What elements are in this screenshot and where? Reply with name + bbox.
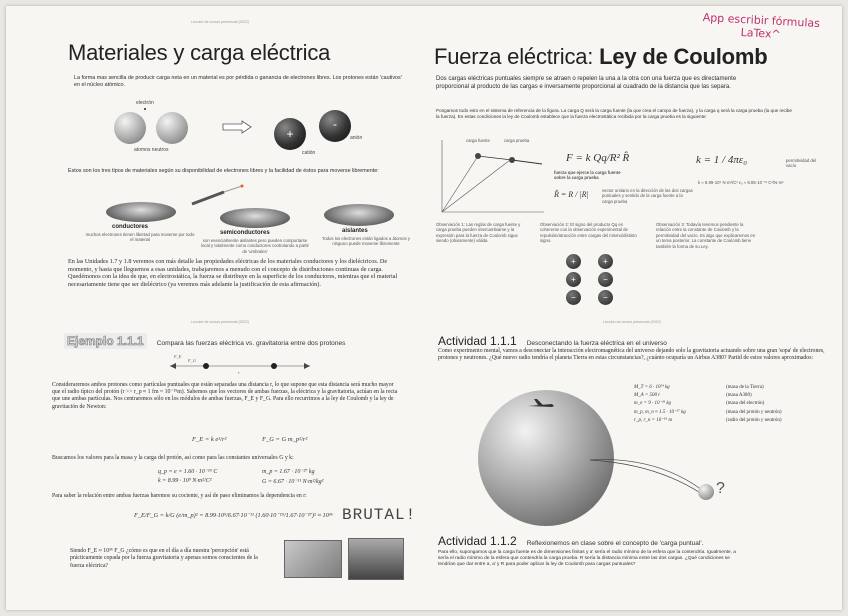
airplane-icon (526, 398, 556, 412)
slide-title (434, 44, 767, 70)
charge-pair-3a: − (566, 290, 581, 305)
test-charge-label: carga prueba (504, 138, 530, 143)
example-heading (64, 332, 345, 350)
slide-materials (24, 20, 416, 310)
unit-vector-note: vector unitario en la dirección de las dos cargas puntuales y sentido de la carga fuente a la carga prueba (602, 188, 693, 204)
neutral-atom-1 (114, 112, 146, 144)
title-light: Fuerza eléctrica: (434, 44, 594, 69)
semiconductor-disc (220, 208, 290, 228)
value-description: (masa de la Tierra) (726, 385, 764, 390)
collapse-arrow (586, 420, 716, 500)
value-symbol: M_A = 500 t (634, 393, 660, 399)
charge-pair-2b: − (598, 272, 613, 287)
slide-example-1-1-1 (24, 320, 416, 610)
title-bold: Ley de Coulomb (599, 44, 768, 69)
eq-fg: F_G = G m_p²/r² (262, 436, 308, 443)
eq-ratio: F_E/F_G = k/G (e/m_p)² = 8.99·10⁹/6.67·10⁻¹¹ (1.60·10⁻¹⁹/1.67·10⁻²⁷)² ≈ 10³⁶ (134, 512, 333, 519)
closing-text: En las Unidades 1.7 y 1.8 veremos con más detalle las propiedades eléctricas de los materiales conductores y los dieléctricos. De momento, y hasta que lleguemos a esas unidades, trabajaremos a menudo con el concepto de distribuciones continuas de carga. Quedémonos con la idea de que, en electrostática, la fuerza se distribuye en la superficie de los conductores, mientras que el material necesariamente tiene que ser dieléctrico (ya veremos más adelante la justificación de esta afirmación). (68, 258, 398, 288)
value-symbol: m_p, m_n ≈ 1.5 · 10⁻²⁷ kg (634, 409, 686, 415)
neutral-label: atomos neutros (134, 147, 169, 153)
obs1-text: Las reglas de carga fuente y carga prueba pueden intercambiarse y la expresión para la fuerza de Coulomb sigue siendo (obviamente) válida. (436, 222, 521, 244)
charge-pair-3b: − (598, 290, 613, 305)
skydiver-photo (284, 540, 342, 578)
activity-1-number: Actividad 1.1.1 (438, 334, 517, 348)
const-k: k = 8.99 · 10⁹ N·m²/C² (158, 478, 212, 484)
constant-note: permitividad del vacío (786, 158, 817, 169)
value-description: (radio del protón y neutrón) (726, 417, 782, 423)
slide-title: Materiales y carga eléctrica (68, 40, 331, 65)
const-g: G = 6.67 · 10⁻¹¹ N·m²/kg² (262, 479, 324, 485)
observation-2 (540, 222, 640, 244)
k-values: k ≈ 8.99·10⁹ N·m²/C² ε₀ ≈ 8.85·10⁻¹² C²/N·m² (698, 180, 784, 185)
conductor-disc (106, 202, 176, 222)
cation-ball: + (274, 118, 306, 150)
anion-ball: - (319, 110, 351, 142)
detail-text: Pongamos todo esto en el sistema de referencia de la figura. La carga Q será la carga fuente (la que crea el campo de fuerza), y la carga q será la carga prueba (la que recibe la fuerza). En estas condiciones la ley de Coulomb establece que la fuerza electrostática recibida por la carga prueba es la siguiente: (436, 108, 792, 119)
slide-header: Lección de cursos presencial (2022) (603, 320, 661, 324)
charge-pair-1a: + (566, 254, 581, 269)
coulomb-formula: F = k Qq/R² R̂ (566, 152, 630, 164)
value-row (634, 392, 824, 400)
obs3-text: Todavía tenemos pendiente la relación entre la constante de Coulomb y la permitividad del vacío. Es algo que explicaremos en un tema posterior. La constante de Coulomb tiene también la forma de su Ley. (656, 222, 756, 249)
collapsed-earth (698, 484, 714, 500)
arrow-icon (222, 120, 252, 134)
obs3-title: Observación 3: (656, 222, 685, 227)
insulator-disc (324, 204, 394, 226)
activity-2-number: Actividad 1.1.2 (438, 534, 517, 548)
coulomb-vector-diagram (438, 136, 548, 216)
value-description: (masa del protón y neutrón) (726, 409, 782, 415)
slide-header: Lección de cursos presencial (2022) (191, 320, 249, 324)
fg-label: F_G (188, 358, 196, 363)
handwritten-note: App escribir fórmulas LaTex^ (702, 10, 821, 42)
activity-1-text: Como experimento mental, vamos a desconectar la interacción electromagnética del universo dejando solo la gravitatoria actuando sobre una gran 'sopa' de electrones, protones y neutrones. ¿Qué nuevo radio tendría el planeta Tierra en estas circunstancias?, ¿cuánto ocuparía un Airbus A380? Partid de estos valores aproximados: (438, 348, 825, 362)
neutral-atom-2 (156, 112, 188, 144)
activity-2-title: Reflexionemos en clase sobre el concepto de 'carga puntual'. (526, 540, 704, 547)
constant-formula: k = 1 / 4πε₀ (696, 154, 748, 166)
paragraph-1: Consideraremos ambos protones como partículas puntuales que están separadas una distancia r, lo que supone que esta distancia será mucho mayor que el radio típico del protón (r >> r_p ≈ 1 fm = 10⁻¹⁵m). Sabemos que los vectores de ambas fuerzas, la eléctrica y la gravitatoria, actúan en la recta que une ambas partículas. Nos centraremos sólo en los módulos de ambas fuerzas, F_E y F_G. Para ello recurrimos a la ley de Coulomb y la ley de gravitación de Newton: (52, 382, 398, 410)
types-intro: Estos son los tres tipos de materiales según su disponibilidad de electrones libres y la facilidad de éstos para moverse libremente: (68, 168, 379, 174)
obs2-title: Observación 2: (540, 222, 569, 227)
intro-text: Dos cargas eléctricas puntuales siempre se atraen o repelen la una a la otra con una fuerza que es directamente proporcional al producto de las cargas e inversamente proporcional al cuadrado de la distancia que las separa. (436, 76, 737, 90)
value-symbol: r_p, r_n = 10⁻¹⁵ m (634, 417, 673, 423)
anion-label: anión (350, 135, 363, 141)
city-photo (348, 538, 404, 580)
activity-1-title: Desconectando la fuerza eléctrica en el universo (526, 340, 667, 347)
const-mass: m_p = 1.67 · 10⁻²⁷ kg (262, 469, 315, 475)
const-charge: q_p = e = 1.60 · 10⁻¹⁹ C (158, 469, 218, 475)
force-caption: fuerza que ejerce la carga fuente sobre la carga prueba (554, 170, 621, 181)
eq-fe: F_E = k e²/r² (192, 436, 227, 443)
slide-coulomb (426, 20, 838, 310)
example-badge: Ejemplo 1.1.1 (64, 333, 147, 349)
value-symbol: m_e = 9 · 10⁻³¹ kg (634, 401, 672, 407)
semiconductors-desc: son esencialmente aislantes pero pueden comportarse local y totalmente como conductores controlando a partir de 'umbrales' (201, 238, 309, 254)
insulators-desc: Todos los electrones están ligados a átomos y ninguno puede moverse libremente (322, 236, 410, 247)
intro-text: La forma mas sencilla de producir carga neta en un material es por pérdida o ganancia de electrones libres. Los protones están 'cautivos' en el núcleo atómico. (74, 75, 402, 88)
source-charge-label: carga fuente (466, 138, 490, 143)
soldering-iron-icon (190, 184, 246, 208)
obs2-text: El signo del producto Qq es coherente con la observación experimental de repulsión/atracción entre cargas del mismo/distinto signo. (540, 222, 637, 244)
activity-2-text: Para ello, supongamos que la carga fuente es de dimensiones finitas y a' sería el radio mínimo de la esfera que la contendría. Igualmente, a sería el radio mínimo de la esfera que contendría la carga prueba. R sería la distancia mínima entre las dos cargas. ¿Qué condiciones se tendrían que dar entre a, a' y R para poder aplicar la ley de Coulomb para cargas puntuales? (438, 550, 736, 568)
conductors-desc: muchos electrones tienen libertad para moverse por todo el material (85, 232, 195, 243)
value-symbol: M_T = 6 · 10²⁴ kg (634, 385, 670, 390)
conductors-title: conductores (112, 224, 149, 230)
unit-vector-formula: R̂ = R / |R| (554, 190, 589, 199)
cation-label: catión (302, 150, 316, 156)
value-row (634, 417, 824, 425)
activity-2-heading (438, 532, 703, 550)
electron-dot (144, 108, 146, 110)
closing-question: Siendo F_E ≈ 10³⁶ F_G ¿cómo es que en el día a día nuestra 'percepción' está prácticamente copada por la fuerza gravitatoria y apenas somos conscientes de la fuerza eléctrica? (70, 548, 258, 569)
example-title: Compara las fuerzas eléctrica vs. gravitatoria entre dos protones (156, 340, 346, 347)
value-row (634, 400, 824, 408)
value-description: (masa A380) (726, 393, 752, 399)
brutal-text: BRUTAL! (342, 506, 416, 524)
insulators-title: aislantes (342, 228, 368, 234)
fe-label: F_E (174, 354, 182, 359)
paragraph-2: Buscamos los valores para la masa y la carga del protón, así como para las constantes universales G y k: (52, 455, 294, 461)
charge-pair-2a: + (566, 272, 581, 287)
slide-header: Lección de cursos presencial (2022) (191, 20, 249, 24)
observation-3 (656, 222, 756, 249)
document-sheet (6, 6, 842, 610)
r-label: r (238, 370, 240, 375)
slide-activities (426, 320, 838, 610)
observation-1 (436, 222, 531, 244)
value-row (634, 384, 824, 392)
charge-pair-1b: + (598, 254, 613, 269)
electron-label: electrón (136, 100, 154, 106)
paragraph-3: Para saber la relación entre ambas fuerzas haremos su cociente, y así de paso eliminamos la dependencia en r: (52, 493, 307, 499)
values-table (634, 384, 824, 425)
value-description: (masa del electrón) (726, 401, 765, 407)
semiconductors-title: semiconductores (220, 230, 270, 236)
value-row (634, 409, 824, 417)
question-mark: ? (716, 480, 725, 497)
obs1-title: Observación 1: (436, 222, 465, 227)
